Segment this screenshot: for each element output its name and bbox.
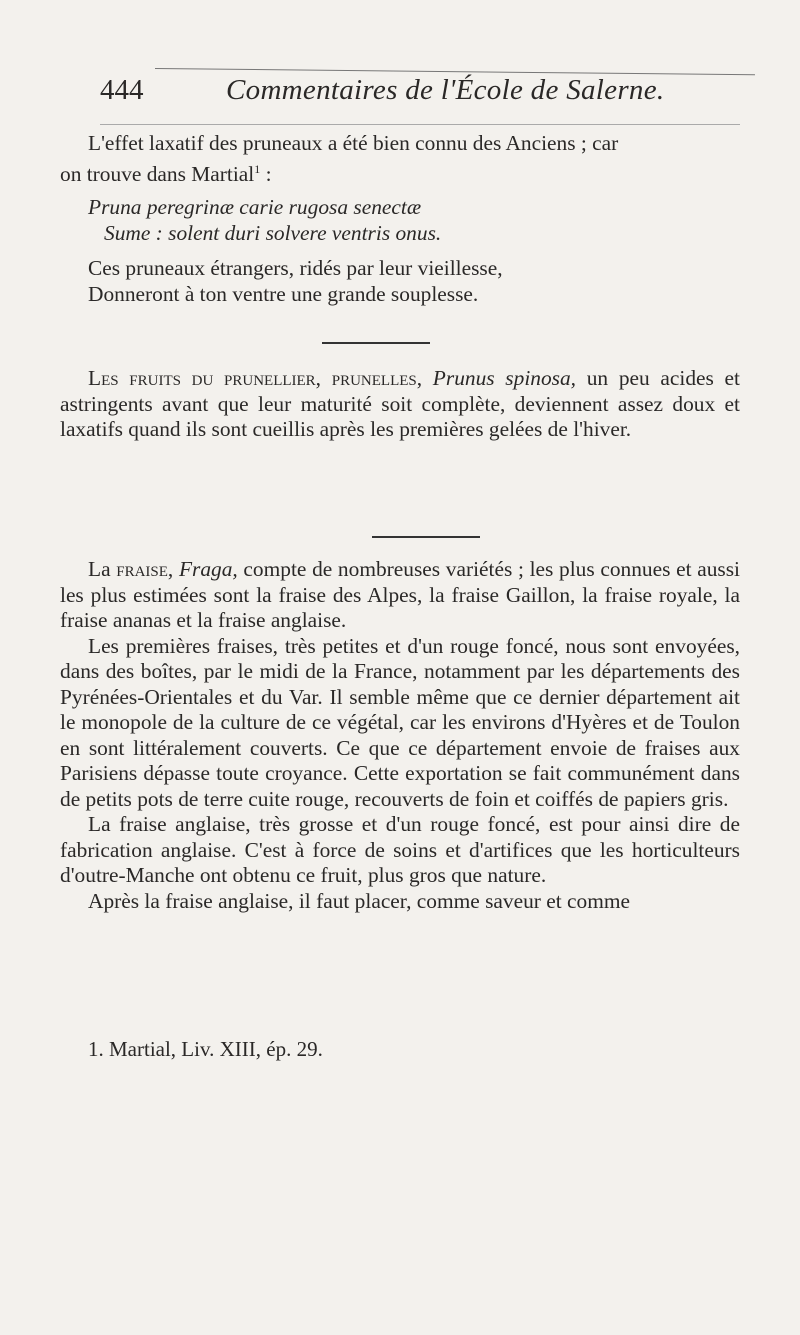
intro-line-2: on trouve dans Martial [60, 161, 255, 186]
fraise-p1-text: compte de nombreuses variétés ; les plus connues et aussi les plus estimées sont la fraise des Alpes, la fraise Gaillon, la fraise royale, la fraise ananas et la fraise anglaise. [60, 557, 740, 632]
header-rule [100, 124, 740, 125]
page-number: 444 [100, 74, 144, 106]
prunellier-paragraph [60, 366, 740, 443]
prunellier-heading: Les fruits du prunellier, prunelles, [88, 366, 423, 390]
fraise-section [60, 557, 740, 914]
fraise-paragraph-2: Les premières fraises, très petites et d'un rouge foncé, nous sont envoyées, dans des boîtes, par le midi de la France, notamment par les départements des Pyrénées-Orientales et du Var. Il semble même que ce dernier département ait le monopole de la culture de ce végétal, car les environs d'Hyères et de Toulon en sont littéralement couverts. Ce que ce département envoie de fraises aux Parisiens dépasse toute croyance. Cette exportation se fait communément dans de petits pots de terre cuite rouge, recouverts de foin et coiffés de papiers gris. [60, 633, 740, 811]
verse-french-line: Ces pruneaux étrangers, ridés par leur vieillesse, [88, 256, 503, 280]
fraise-latin: Fraga, [178, 557, 238, 581]
latin-verse [88, 195, 768, 246]
intro-line-2-end: : [260, 161, 272, 186]
running-title: Commentaires de l'École de Salerne. [226, 74, 665, 106]
fraise-paragraph-3: La fraise anglaise, très grosse et d'un rouge foncé, est pour ainsi dire de fabrication anglaise. C'est à force de soins et d'artifices que les horticulteurs d'outre-Manche ont obtenu ce fruit, plus gros que nature. [60, 812, 740, 887]
fraise-p1-start: La [88, 557, 117, 581]
french-verse [88, 256, 768, 307]
verse-french-line: Donneront à ton ventre une grande souplesse. [88, 281, 479, 306]
separator-rule [372, 536, 480, 538]
verse-latin-line: Sume : solent duri solvere ventris onus. [104, 220, 442, 245]
fraise-heading: fraise, [116, 557, 174, 581]
footnote: 1. Martial, Liv. XIII, ép. 29. [88, 1037, 323, 1061]
footnote-ref: 1 [254, 161, 261, 176]
prunellier-latin: Prunus spinosa, [432, 366, 577, 390]
prunellier-text: un peu acides et astringents avant que leur maturité soit complète, deviennent assez doux et laxatifs quand ils sont cueillis après les premières gelées de l'hiver. [60, 366, 740, 441]
fraise-paragraph-4: Après la fraise anglaise, il faut placer, comme saveur et comme [88, 888, 630, 913]
intro-paragraph [60, 131, 740, 187]
verse-latin-line: Pruna peregrinæ carie rugosa senectæ [88, 195, 422, 219]
intro-line-1: L'effet laxatif des pruneaux a été bien connu des Anciens ; car [88, 131, 619, 155]
page-header [100, 74, 760, 124]
separator-rule [322, 342, 430, 344]
